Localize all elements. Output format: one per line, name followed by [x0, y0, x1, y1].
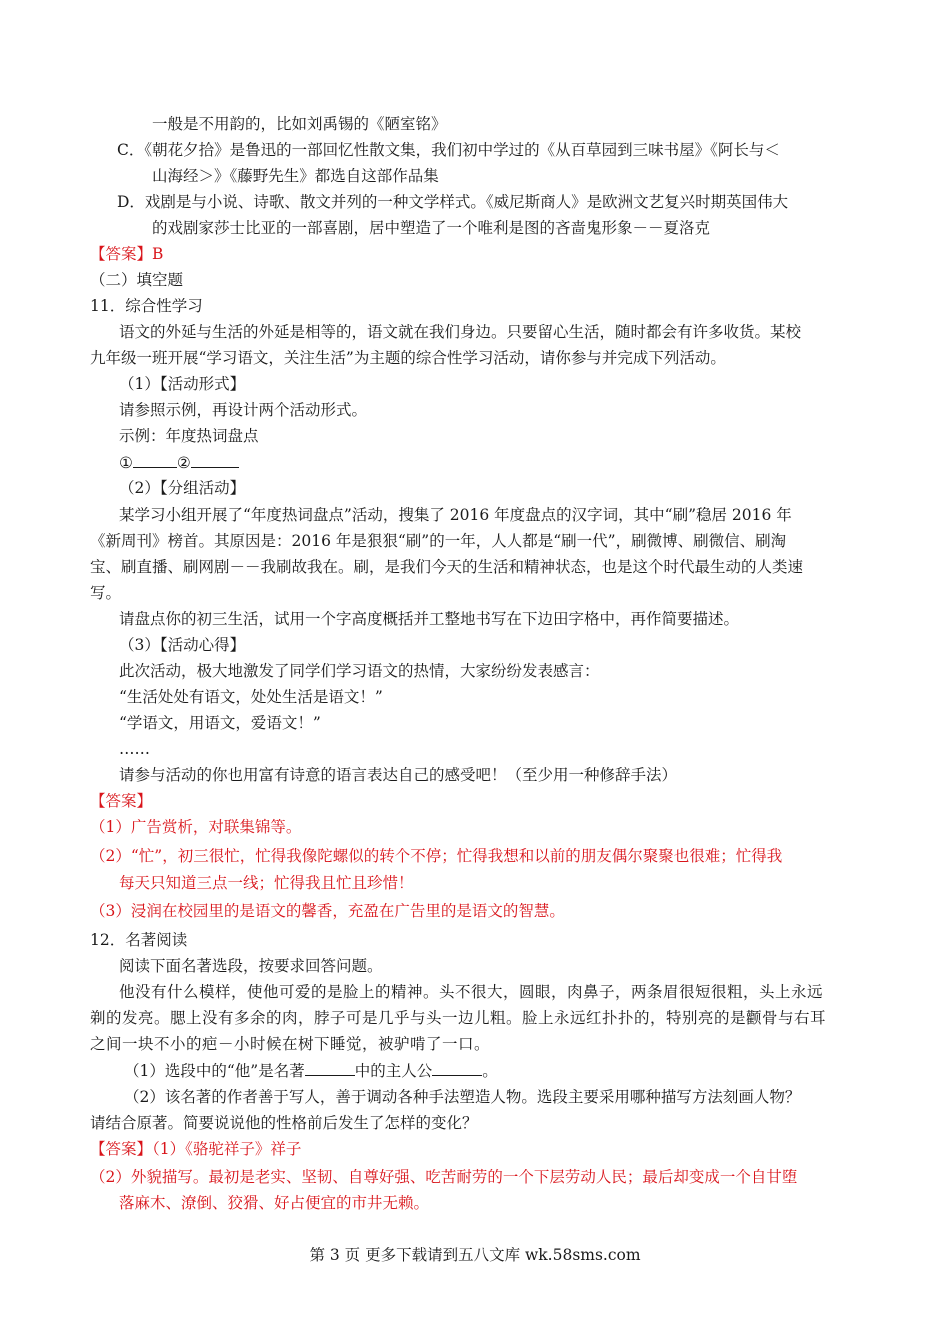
text-line-l30: 每天只知道三点一线；忙得我且忙且珍惜！	[119, 874, 414, 892]
text-line-l43: 落麻木、潦倒、狡猾、好占便宜的市井无赖。	[119, 1194, 430, 1212]
text-line-l09: 语文的外延与生活的外延是相等的，语文就在我们身边。只要留心生活，随时都会有许多收货。某校	[119, 323, 802, 341]
protagonist-blank	[432, 1059, 482, 1076]
text-line-l07: （二）填空题	[90, 271, 184, 289]
text-line-l41: 【答案】（1）《骆驼祥子》祥子	[90, 1140, 302, 1158]
activity-answer-blanks	[119, 451, 239, 474]
q12-part1-suffix: 。	[482, 1062, 498, 1080]
text-line-l08: 11．综合性学习	[90, 297, 203, 315]
text-line-l24: “学语文，用语文，爱语文！”	[119, 714, 321, 732]
text-line-l42: （2）外貌描写。最初是老实、坚韧、自尊好强、吃苦耐劳的一个下层劳动人民；最后却变成一个自甘堕	[90, 1168, 798, 1186]
text-line-l34: 他没有什么模样，使他可爱的是脸上的精神。头不很大，圆眼，肉鼻子，两条眉很短很粗，头上永远	[119, 983, 824, 1001]
text-line-l28: （1）广告赏析，对联集锦等。	[90, 818, 302, 836]
text-line-l21: （3）【活动心得】	[119, 636, 246, 654]
q12-part1-middle: 中的主人公	[354, 1062, 433, 1080]
blank-one	[133, 451, 177, 468]
text-line-l26: 请参与活动的你也用富有诗意的语言表达自己的感受吧！（至少用一种修辞手法）	[119, 766, 678, 784]
text-line-l04: D．戏剧是与小说、诗歌、散文并列的一种文学样式。《威尼斯商人》是欧洲文艺复兴时期英国伟大	[117, 193, 789, 211]
text-line-l15: （2）【分组活动】	[119, 479, 246, 497]
text-line-l36: 之间一块不小的疤－小时候在树下睡觉，被驴啃了一口。	[90, 1035, 491, 1053]
circle-two: ②	[176, 454, 191, 472]
text-line-l20: 请盘点你的初三生活，试用一个字高度概括并工整地书写在下边田字格中，再作简要描述。	[119, 610, 740, 628]
text-line-l32: 12．名著阅读	[90, 931, 188, 949]
text-line-l01: 一般是不用韵的，比如刘禹锡的《陋室铭》	[152, 115, 447, 133]
book-title-blank	[305, 1059, 355, 1076]
page-footer: 第 3 页 更多下载请到五八文库 wk.58sms.com	[309, 1246, 641, 1264]
text-line-l13: 示例：年度热词盘点	[119, 427, 259, 445]
q12-part1	[124, 1059, 498, 1082]
text-line-l29: （2）“忙”，初三很忙，忙得我像陀螺似的转个不停；忙得我想和以前的朋友偶尔聚聚也很难；忙得我	[90, 847, 783, 865]
text-line-l19: 写。	[90, 584, 122, 602]
text-line-l23: “生活处处有语文，处处生活是语文！”	[119, 688, 383, 706]
text-line-l11: （1）【活动形式】	[119, 375, 246, 393]
text-line-l10: 九年级一班开展“学习语文，关注生活”为主题的综合性学习活动，请你参与并完成下列活动。	[90, 349, 726, 367]
text-line-l39: （2）该名著的作者善于写人，善于调动各种手法塑造人物。选段主要采用哪种描写方法刻画人物？	[124, 1088, 801, 1106]
text-line-l31: （3）浸润在校园里的是语文的馨香，充盈在广告里的是语文的智慧。	[90, 902, 565, 920]
text-line-l40: 请结合原著。简要说说他的性格前后发生了怎样的变化？	[90, 1114, 478, 1132]
text-line-l18: 宝、刷直播、刷网剧－－我刷故我在。刷，是我们今天的生活和精神状态，也是这个时代最生动的人类速	[90, 558, 804, 576]
text-line-l03: 山海经＞》《藤野先生》都选自这部作品集	[152, 167, 439, 185]
text-line-l27: 【答案】	[90, 792, 153, 810]
text-line-l25: ……	[119, 740, 150, 758]
text-line-l06: 【答案】B	[90, 245, 164, 263]
blank-two	[191, 451, 239, 468]
text-line-l02: C．《朝花夕拾》是鲁迅的一部回忆性散文集，我们初中学过的《从百草园到三味书屋》《阿长与＜	[117, 141, 780, 159]
text-line-l05: 的戏剧家莎士比亚的一部喜剧，居中塑造了一个唯利是图的吝啬鬼形象－－夏洛克	[152, 219, 711, 237]
text-line-l16: 某学习小组开展了“年度热词盘点”活动，搜集了 2016 年度盘点的汉字词，其中“刷”稳居 2016 年	[119, 506, 792, 524]
q12-part1-prefix: （1）选段中的“他”是名著	[124, 1062, 305, 1080]
text-line-l35: 剃的发亮。腮上没有多余的肉，脖子可是几乎与头一边儿粗。脸上永远红扑扑的，特别亮的是颧骨与右耳	[90, 1009, 827, 1027]
text-line-l33: 阅读下面名著选段，按要求回答问题。	[119, 957, 383, 975]
text-line-l17: 《新周刊》榜首。其原因是：2016 年是狠狠“刷”的一年，人人都是“刷一代”，刷微博、刷微信、刷淘	[90, 532, 787, 550]
circle-one: ①	[119, 454, 133, 472]
text-line-l12: 请参照示例，再设计两个活动形式。	[119, 401, 368, 419]
text-line-l22: 此次活动，极大地激发了同学们学习语文的热情，大家纷纷发表感言：	[119, 662, 600, 680]
